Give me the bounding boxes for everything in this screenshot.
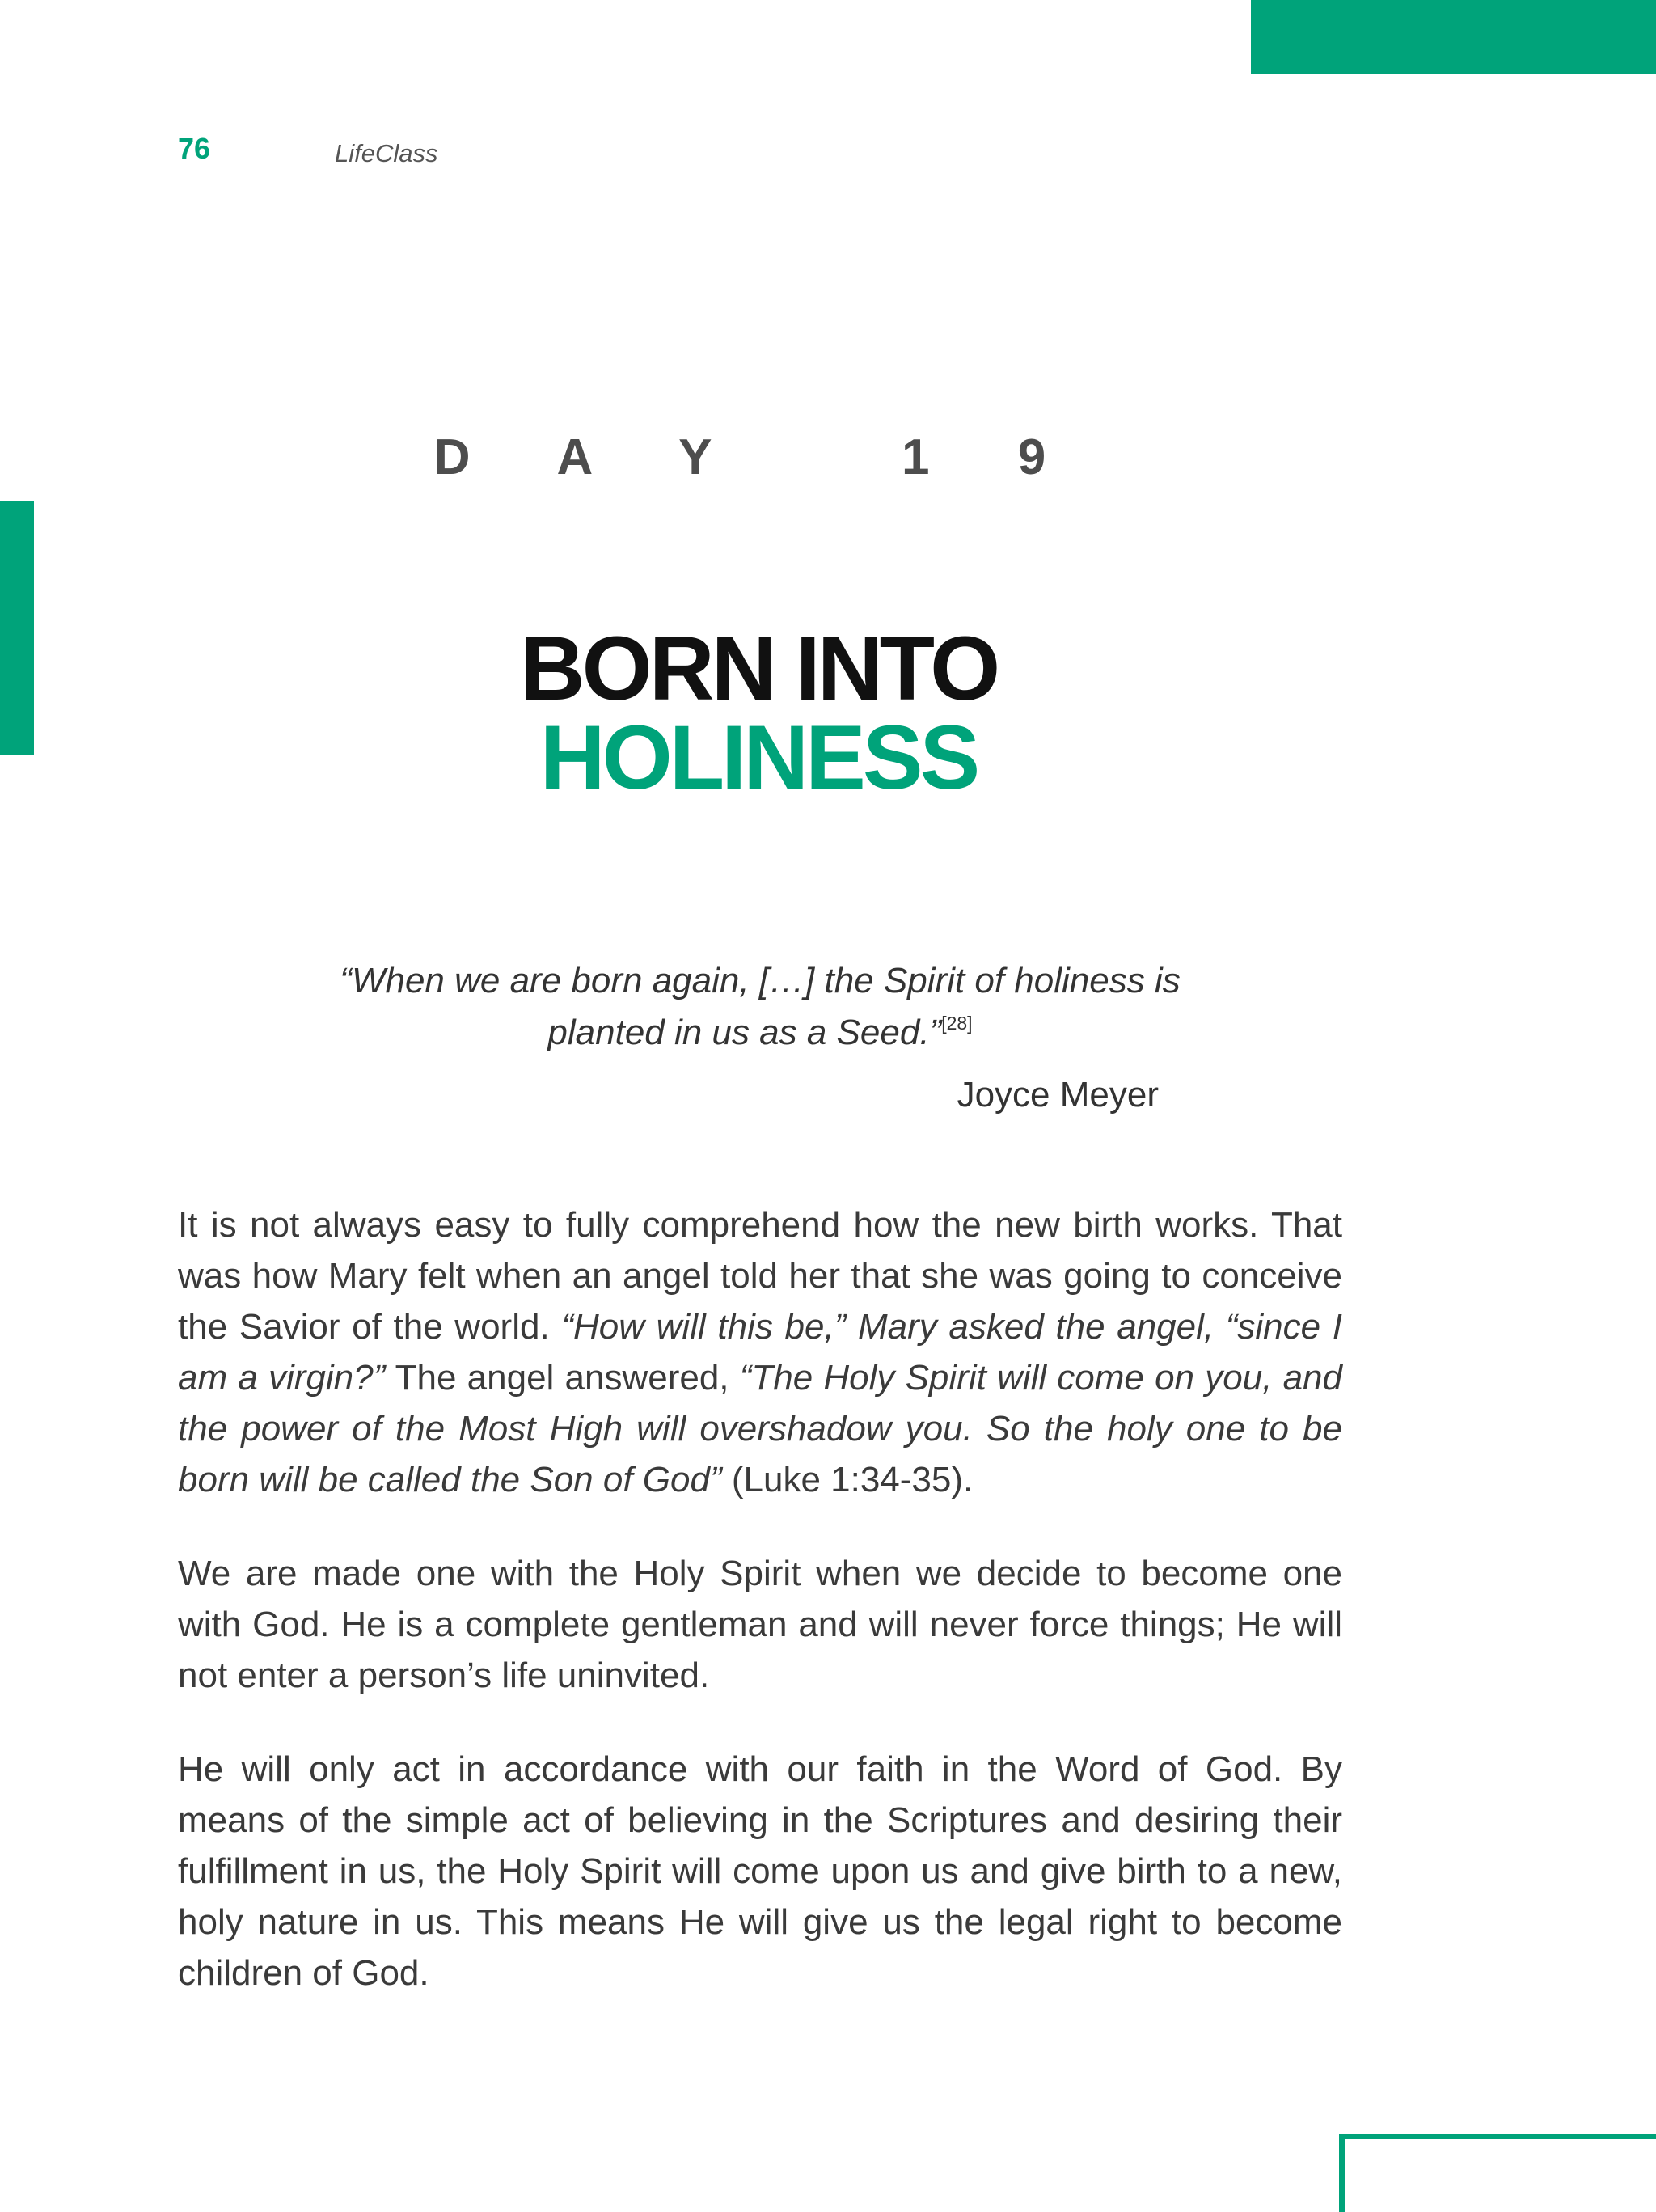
scripture-reference: (Luke 1:34-35). [721, 1460, 974, 1499]
epigraph-author: Joyce Meyer [957, 1075, 1159, 1114]
epigraph-quote-line1: “When we are born again, […] the Spirit of holiness is [340, 961, 1181, 1000]
footnote-marker[interactable]: [28] [941, 1013, 973, 1034]
scripture-quote-mary: “How will this be,” Mary asked the angel, “since I am a virgin?” [178, 1307, 1342, 1398]
running-title: LifeClass [335, 139, 438, 167]
body-paragraph-1 [178, 1199, 1342, 1505]
body-paragraph-3: He will only act in accordance with our faith in the Word of God. By means of the simple act of believing in the Scriptures and desiring their fulfillment in us, the Holy Spirit will come upon us and give birth to a new, holy nature in us. This means He will give us the legal right to become children of God. [178, 1749, 1342, 1993]
body-paragraph-1-text-b: The angel answered, [385, 1358, 740, 1398]
body-text [178, 1199, 1342, 2041]
chapter-title-line2: HOLINESS [539, 707, 978, 808]
scripture-quote-angel: “The Holy Spirit will come on you, and the power of the Most High will overshadow you. So the holy one to be born will be called the Son of God” [178, 1358, 1342, 1499]
page-number: 76 [178, 132, 211, 165]
chapter-title-line1: BORN INTO [519, 618, 998, 719]
epigraph-quote-line2-text: planted in us as a Seed.” [547, 1013, 942, 1052]
corner-accent-frame [1339, 2134, 1656, 2212]
epigraph-quote [178, 955, 1342, 1059]
body-paragraph-2: We are made one with the Holy Spirit when we decide to become one with God. He is a complete gentleman and will never force things; He will not enter a person’s life uninvited. [178, 1554, 1342, 1695]
top-accent-bar [1251, 0, 1656, 74]
chapter-title [0, 618, 1517, 808]
body-paragraph-1-text-a: It is not always easy to fully comprehend how the new birth works. That was how Mary felt when an angel told her that she was going to conceive the Savior of the world. [178, 1205, 1342, 1347]
epigraph-quote-line2 [178, 1007, 1342, 1059]
day-label: D A Y 1 9 [433, 429, 1084, 485]
